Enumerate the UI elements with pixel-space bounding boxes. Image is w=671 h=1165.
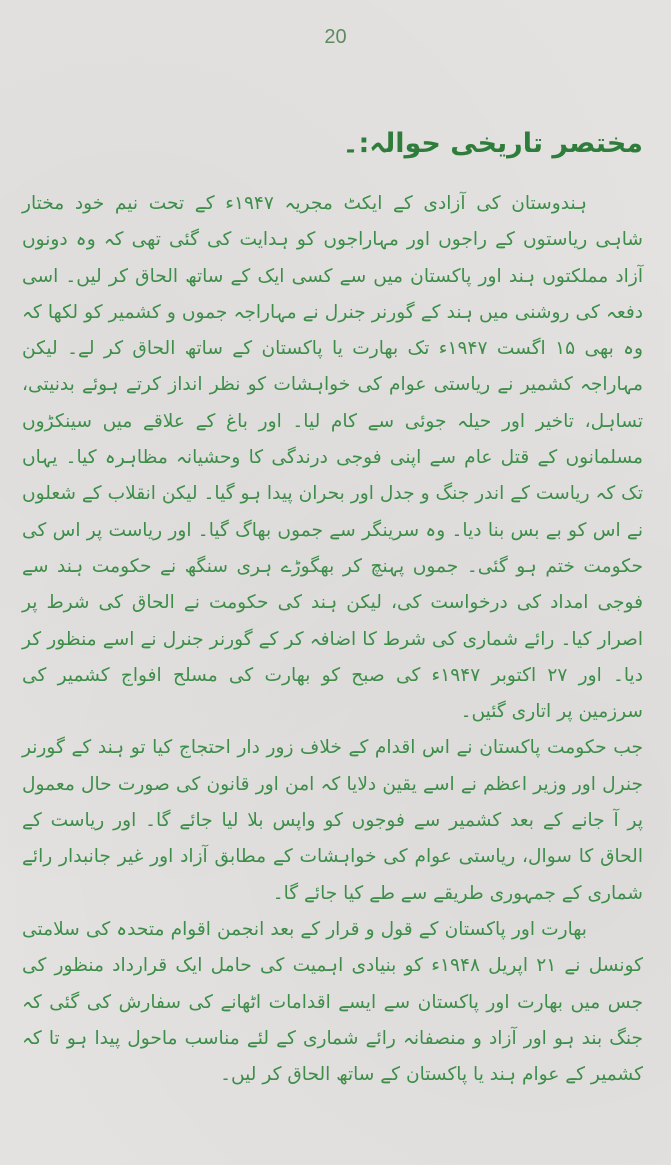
paragraph-3: بھارت اور پاکستان کے قول و قرار کے بعد انجمن اقوام متحدہ کی سلامتی کونسل نے ۲۱ اپریل ۱۹۴۸ء کو بنیادی اہمیت کی حامل ایک قرارداد منظور کی جس میں بھارت اور پاکستان سے ایسے اقدامات اٹھانے کی سفارش کی گئی کہ جنگ بند ہو اور آزاد و منصفانہ رائے شماری کے لئے مناسب ماحول پیدا ہو تا کہ کشمیر کے عوام ہند یا پاکستان کے ساتھ الحاق کر لیں۔ bbox=[22, 918, 643, 1086]
page-number: 20 bbox=[324, 26, 347, 48]
body-text bbox=[22, 186, 643, 1093]
section-heading: مختصر تاریخی حوالہ:۔ bbox=[342, 128, 643, 159]
paragraph-2: جب حکومت پاکستان نے اس اقدام کے خلاف زور دار احتجاج کیا تو ہند کے گورنر جنرل اور وزیر اعظم نے اسے یقین دلایا کہ امن اور قانون کی صورت حال معمول پر آ جانے کے بعد کشمیر سے فوجوں کو واپس بلا لیا جائے گا۔ اور ریاست کے الحاق کا سوال، ریاستی عوام کی خواہشات کے مطابق آزاد اور غیر جانبدار رائے شماری کے جمہوری طریقے سے طے کیا جائے گا۔ bbox=[22, 737, 643, 904]
paragraph-1: ہندوستان کی آزادی کے ایکٹ مجریہ ۱۹۴۷ء کے تحت نیم خود مختار شاہی ریاستوں کے راجوں اور مہاراجوں کو ہدایت کی گئی تھی کہ وہ دونوں آزاد مملکتوں ہند اور پاکستان میں سے کسی ایک کے ساتھ الحاق کر لیں۔ اسی دفعہ کی روشنی میں ہند کے گورنر جنرل نے مہاراجہ جموں و کشمیر کو لکھا کہ وہ بھی ۱۵ اگست ۱۹۴۷ء تک بھارت یا پاکستان کے ساتھ الحاق کر لے۔ لیکن مہاراجہ کشمیر نے ریاستی عوام کی خواہشات کو نظر انداز کرتے ہوئے بدنیتی، تساہل، تاخیر اور حیلہ جوئی سے کام لیا۔ اور باغ کے علاقے میں سینکڑوں مسلمانوں کے قتل عام سے اپنی فوجی درندگی کا وحشیانہ مظاہرہ کیا۔ یہاں تک کہ ریاست کے اندر جنگ و جدل اور بحران پیدا ہو گیا۔ لیکن انقلاب کے شعلوں نے اس کو بے بس بنا دیا۔ وہ سرینگر سے جموں بھاگ گیا۔ اور ریاست پر اس کی حکومت ختم ہو گئی۔ جموں پہنچ کر بھگوڑے ہری سنگھ نے حکومت ہند سے فوجی امداد کی درخواست کی، لیکن ہند کی حکومت نے الحاق کی شرط پر اصرار کیا۔ رائے شماری کی شرط کا اضافہ کر کے گورنر جنرل نے اسے منظور کر دیا۔ اور ۲۷ اکتوبر ۱۹۴۷ء کی صبح کو بھارت کی مسلح افواج کشمیر کی سرزمین پر اتاری گئیں۔ bbox=[22, 193, 644, 723]
